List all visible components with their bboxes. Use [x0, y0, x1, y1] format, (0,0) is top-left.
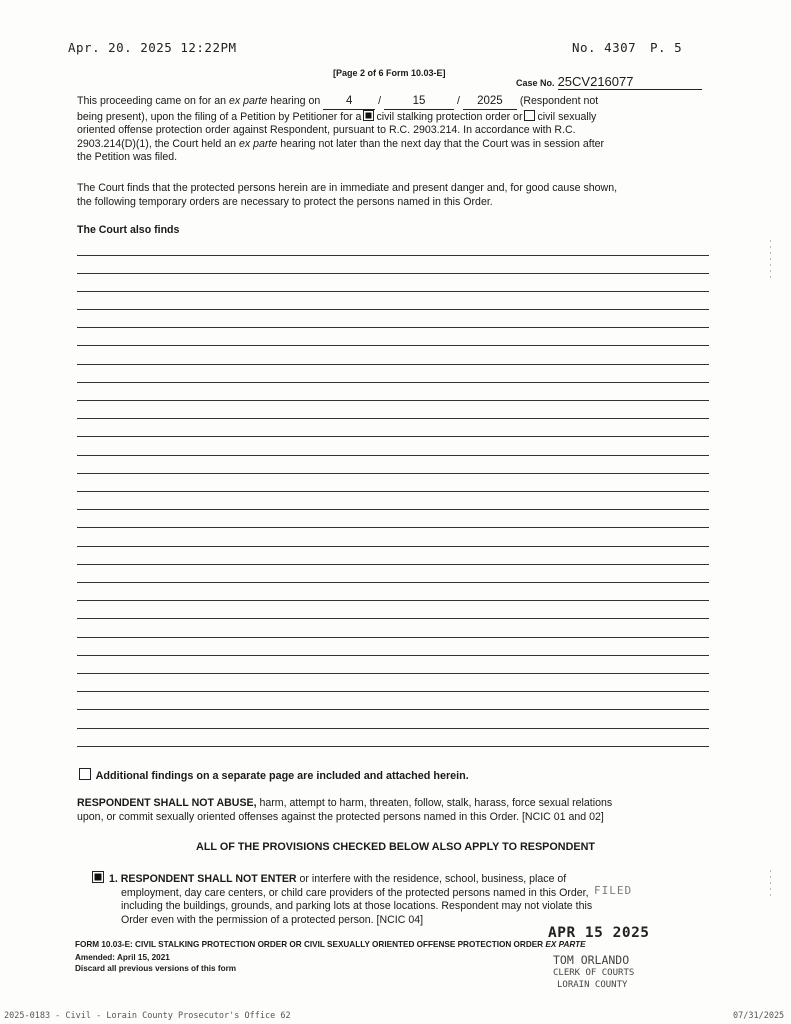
finding-line2: the following temporary orders are necessary to protect the persons named in this Order.: [77, 195, 493, 208]
additional-findings-checkbox[interactable]: [79, 768, 91, 780]
provisions-heading: ALL OF THE PROVISIONS CHECKED BELOW ALSO APPLY TO RESPONDENT: [196, 841, 595, 853]
hearing-text-c: hearing on: [270, 95, 321, 107]
page-label: [Page 2 of 6 Form 10.03-E]: [333, 68, 446, 78]
provision-1-line2: employment, day care centers, or child care providers of the protected persons named in this Order,: [121, 886, 589, 899]
ruled-line: [77, 491, 709, 492]
provision-1-line3: including the buildings, grounds, and parking lots at those locations. Respondent may not violate this: [121, 900, 593, 912]
stamp-filed: FILED: [594, 884, 633, 897]
ruled-line: [77, 473, 709, 474]
ruled-line: [77, 728, 709, 729]
ruled-line: [77, 400, 709, 401]
hearing-day: 15: [384, 95, 454, 110]
fax-page: P. 5: [650, 40, 683, 55]
form-footer-title: [75, 940, 586, 949]
stamp-date: APR 15 2025: [548, 925, 650, 941]
finding-line1: The Court finds that the protected persons herein are in immediate and present danger and, for good cause shown,: [77, 182, 618, 194]
ruled-line: [77, 618, 709, 619]
ruled-line: [77, 255, 709, 256]
hearing-month: 4: [323, 95, 375, 110]
abuse-lead: RESPONDENT SHALL NOT ABUSE,: [77, 797, 257, 809]
hearing-line4-c: hearing not later than the next day that the Court was in session after: [280, 137, 605, 150]
finding-paragraph: [77, 182, 713, 209]
abuse-line2: upon, or commit sexually oriented offenses against the protected persons named in this Order. [NCIC 01 and 02]: [77, 810, 604, 823]
additional-findings-label: Additional findings on a separate page are included and attached herein.: [95, 770, 469, 782]
ruled-line: [77, 691, 709, 692]
hearing-text-a: This proceeding came on for an: [77, 95, 226, 107]
ruled-line: [77, 600, 709, 601]
provision-1-line1: or interfere with the residence, school, business, place of: [299, 873, 567, 885]
provision-1-checkbox[interactable]: [92, 871, 104, 883]
hearing-text-b: ex parte: [228, 95, 268, 107]
ruled-line: [77, 455, 709, 456]
form-footer-discard: Discard all previous versions of this form: [75, 964, 237, 973]
additional-findings-row: [77, 768, 469, 782]
ruled-line: [77, 746, 709, 747]
hearing-line4-a: 2903.214(D)(1), the Court held an: [77, 137, 236, 150]
civil-stalking-checkbox[interactable]: [363, 110, 374, 121]
provision-1-number: 1.: [108, 873, 118, 885]
hearing-line5: the Petition was filed.: [77, 151, 178, 163]
ruled-line: [77, 436, 709, 437]
ruled-line: [77, 509, 709, 510]
civil-sexually-oriented-checkbox[interactable]: [524, 110, 535, 121]
ruled-line: [77, 709, 709, 710]
stamp-name: TOM ORLANDO: [553, 953, 630, 967]
ruled-line: [77, 418, 709, 419]
ruled-line: [77, 582, 709, 583]
ruled-line: [77, 327, 709, 328]
ruled-line: [77, 345, 709, 346]
hearing-line4-b: ex parte: [238, 137, 278, 150]
fax-number: No. 4307: [572, 40, 637, 55]
page-footer-left: 2025-0183 - Civil - Lorain County Prosecutor's Office 62: [4, 1011, 291, 1021]
hearing-line2-c: civil sexually: [537, 110, 597, 123]
ruled-line: [77, 546, 709, 547]
hearing-line3: oriented offense protection order against Respondent, pursuant to R.C. 2903.214. In accordance with R.C.: [77, 124, 576, 136]
hearing-paragraph: This proceeding came on for an ex parte hearing on 4 / 15 / 2025 (Respondent not being present), upon the filing of a Petition by Petitioner for a civil stalking protection order or civil sexually oriented offense protection order against Respondent, pursuant to R.C. 2903.214. In accordance with R.C. 2903.214(D)(1), the Court held an ex parte hearing not later than the next day that the Court was in session after the Petition was filed.: [77, 95, 713, 165]
ruled-line: [77, 673, 709, 674]
ruled-line: [77, 309, 709, 310]
hearing-line2-b: civil stalking protection order or: [376, 110, 523, 123]
ruled-line: [77, 655, 709, 656]
scan-mark: [770, 240, 771, 280]
stamp-county: LORAIN COUNTY: [557, 980, 628, 990]
hearing-text-d: (Respondent not: [519, 95, 599, 107]
page-footer-right: 07/31/2025: [733, 1011, 785, 1021]
ruled-line: [77, 382, 709, 383]
hearing-line2-a: being present), upon the filing of a Petition by Petitioner for a: [77, 110, 362, 123]
form-footer-amended: Amended: April 15, 2021: [75, 953, 170, 962]
fax-datetime: Apr. 20. 2025 12:22PM: [68, 40, 237, 55]
form-footer-title-a: FORM 10.03-E: CIVIL STALKING PROTECTION ORDER OR CIVIL SEXUALLY ORIENTED OFFENSE PROTECTION ORDER: [75, 940, 544, 949]
ruled-line: [77, 291, 709, 292]
abuse-paragraph: [77, 797, 713, 824]
provision-1-lead: RESPONDENT SHALL NOT ENTER: [120, 873, 297, 885]
ruled-line: [77, 527, 709, 528]
ruled-line: [77, 273, 709, 274]
provision-1-line4: Order even with the permission of a protected person. [NCIC 04]: [121, 913, 424, 926]
stamp-title: CLERK OF COURTS: [553, 968, 635, 978]
case-number: 25CV216077: [558, 74, 702, 90]
case-label: Case No.: [516, 78, 555, 88]
abuse-line1: harm, attempt to harm, threaten, follow, stalk, harass, force sexual relations: [259, 797, 613, 809]
hearing-year: 2025: [463, 95, 517, 110]
case-number-field: [516, 74, 702, 90]
provision-1: [90, 871, 710, 927]
ruled-line: [77, 564, 709, 565]
scan-mark: [770, 870, 771, 900]
ruled-line: [77, 364, 709, 365]
ruled-line: [77, 637, 709, 638]
also-finds-label: The Court also finds: [77, 224, 180, 236]
form-footer-title-b: EX PARTE: [545, 940, 586, 949]
